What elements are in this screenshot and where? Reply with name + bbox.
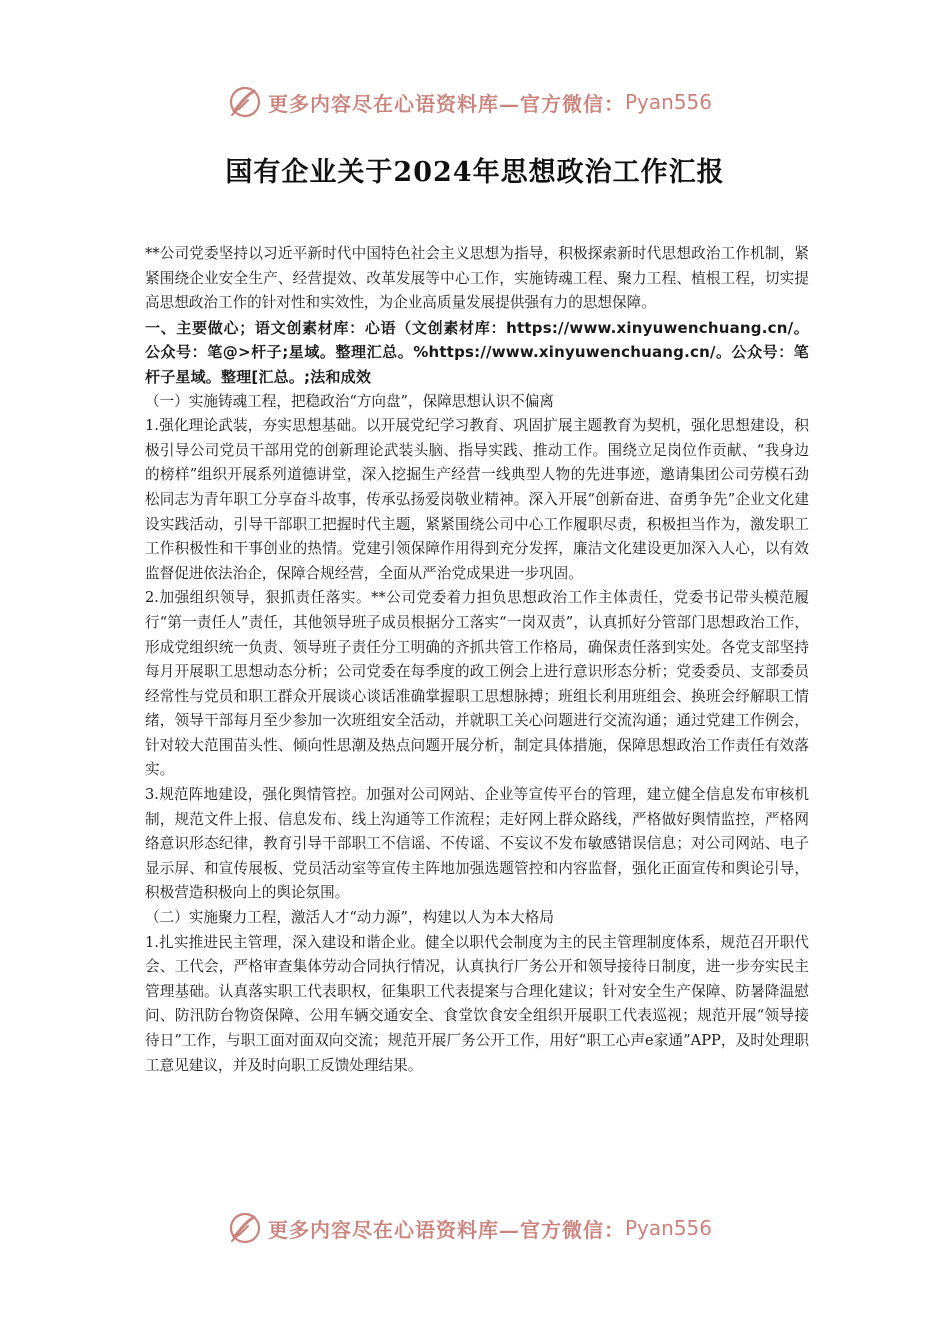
body-paragraph: 3.规范阵地建设，强化舆情管控。加强对公司网站、企业等宣传平台的管理，建立健全信息发布审核机制，规范文件上报、信息发布、线上沟通等工作流程；走好网上群众路线，严格做好舆情监控，严格网络意识形态纪律，教育引导干部职工不信谣、不传谣、不妄议不发布敏感错误信息；对公司网站、电子显示屏、和宣传展板、党员活动室等宣传主阵地加强选题管控和内容监督，强化正面宣传和舆论引导，积极营造积极向上的舆论氛围。 <box>145 786 809 902</box>
body-paragraph: 1.扎实推进民主管理，深入建设和谐企业。健全以职代会制度为主的民主管理制度体系，规范召开职代会、工代会，严格审查集体劳动合同执行情况，认真执行厂务公开和领导接待日制度，进一步夯实民主管理基础。认真落实职工代表职权，征集职工代表提案与合理化建议；针对安全生产保障、防暑降温慰问、防汛防台物资保障、公用车辆交通安全、食堂饮食安全组织开展职工代表巡视；规范开展“领导接待日”工作，与职工面对面双向交流；规范开展厂务公开工作，用好“职工心声e家通”APP，及时处理职工意见建议，并及时向职工反馈处理结果。 <box>145 933 809 1074</box>
footer-banner <box>228 1208 712 1248</box>
section-heading: 一、主要做心；语文创素材库：心语（文创素材库：https://www.xinyuwenchuang.cn/。公众号：笔@>杆子;星域。整理汇总。%https://www.xinyuwenchuang.cn/。公众号：笔杆子星域。整理[汇总。;法和成效 <box>145 318 809 386</box>
brand-logo-icon <box>228 85 262 119</box>
body-paragraph: 2.加强组织领导，狠抓责任落实。**公司党委着力担负思想政治工作主体责任，党委书记带头模范履行“第一责任人”责任，其他领导班子成员根据分工落实“一岗双责”，认真抓好分管部门思想政治工作，形成党组织统一负责、领导班子责任分工明确的齐抓共管工作格局，确保责任落到实处。各党支部坚持每月开展职工思想动态分析；公司党委在每季度的政工例会上进行意识形态分析；党委委员、支部委员经常性与党员和职工群众开展谈心谈话准确掌握职工思想脉搏；班组长利用班组会、换班会纾解职工情绪，领导干部每月至少参加一次班组安全活动，并就职工关心问题进行交流沟通；通过党建工作例会，针对较大范围苗头性、倾向性思潮及热点问题开展分析，制定具体措施，保障思想政治工作责任有效落实。 <box>145 589 809 779</box>
intro-paragraph: **公司党委坚持以习近平新时代中国特色社会主义思想为指导，积极探索新时代思想政治工作机制，紧紧围绕企业安全生产、经营提效、改革发展等中心工作，实施铸魂工程、聚力工程、植根工程，切实提高思想政治工作的针对性和实效性，为企业高质量发展提供强有力的思想保障。 <box>145 245 809 312</box>
banner-text: 更多内容尽在心语资料库—官方微信： <box>268 1217 625 1242</box>
subsection-heading: （一）实施铸魂工程，把稳政治“方向盘”，保障思想认识不偏离 <box>145 392 554 410</box>
banner-text: 更多内容尽在心语资料库—官方微信： <box>268 91 625 116</box>
body-paragraph: 1.强化理论武装，夯实思想基础。以开展党纪学习教育、巩固扩展主题教育为契机，强化思想建设，积极引导公司党员干部用党的创新理论武装头脑、指导实践、推动工作。围绕立足岗位作贡献、“我身边的榜样”组织开展系列道德讲堂，深入挖掘生产经营一线典型人物的先进事迹，邀请集团公司劳模石劲松同志为青年职工分享奋斗故事，传承弘扬爱岗敬业精神。深入开展“创新奋进、奋勇争先”企业文化建设实践活动，引导干部职工把握时代主题，紧紧围绕公司中心工作履职尽责，积极担当作为，激发职工工作积极性和干事创业的热情。党建引领保障作用得到充分发挥，廉洁文化建设更加深入人心，以有效监督促进依法治企，保障合规经营，全面从严治党成果进一步巩固。 <box>145 417 809 582</box>
subsection-heading: （二）实施聚力工程，激活人才“动力源”，构建以人为本大格局 <box>145 909 554 927</box>
document-title: 国有企业关于2024年思想政治工作汇报 <box>225 157 725 188</box>
banner-contact: Pyan556 <box>625 1216 713 1240</box>
banner-contact: Pyan556 <box>625 90 713 114</box>
document-body <box>145 242 809 1078</box>
brand-logo-icon <box>228 1211 262 1245</box>
header-banner <box>228 82 712 122</box>
